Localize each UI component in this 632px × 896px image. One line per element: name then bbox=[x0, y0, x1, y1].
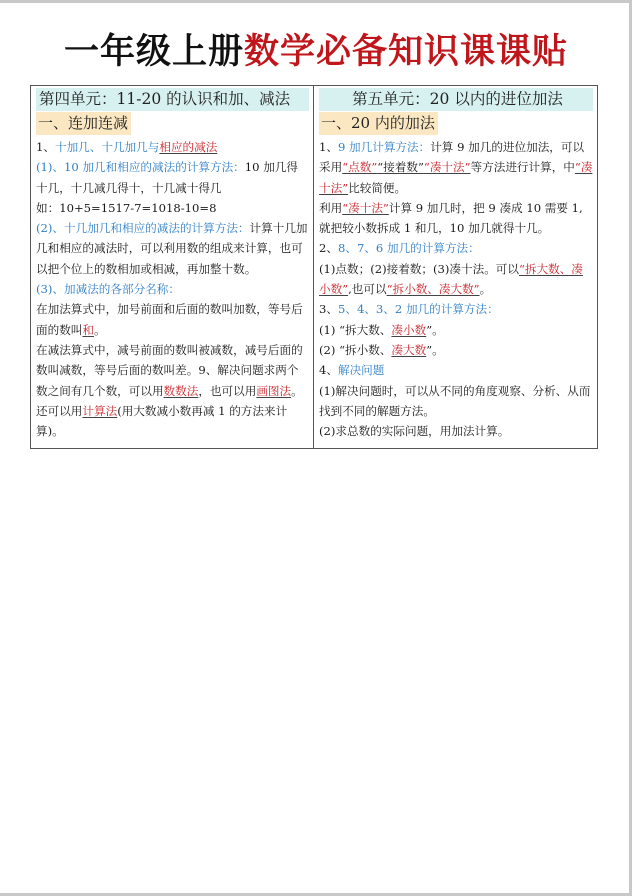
unit4-header: 第四单元：11-20 的认识和加、减法 bbox=[36, 88, 309, 111]
highlight-term: 凑小数 bbox=[391, 322, 427, 337]
unit5-item1: 1、9 加几计算方法：计算 9 加几的进位加法，可以采用“点数”“接着数”“凑十法”等方法进行计算，中“凑十法”比较简便。 bbox=[319, 140, 593, 195]
title-black-part: 一年级上册 bbox=[63, 31, 244, 72]
unit5-body bbox=[319, 137, 593, 441]
highlight-term: “拆小数、凑大数” bbox=[386, 282, 480, 297]
highlight-term: “拆大数、凑小数” bbox=[319, 261, 583, 297]
unit4-column bbox=[31, 86, 314, 448]
page-border-top bbox=[0, 0, 632, 3]
highlight-term: 凑大数 bbox=[391, 342, 427, 357]
highlight-term: “点数” bbox=[342, 160, 378, 175]
unit5-item4-1: (1)解决问题时，可以从不同的角度观察、分析、从而找到不同的解题方法。 bbox=[319, 383, 591, 418]
unit5-section1-header: 一、20 内的加法 bbox=[319, 112, 438, 135]
unit4-sub-names: 在减法算式中，减号前面的数叫被减数，减号后面的数叫减数，等号后面的数叫差。9、解决问题求两个数之间有几个数，可以用数数法，也可以用画图法。还可以用计算法(用大数减小数再减 1 的方法来计算)。 bbox=[36, 342, 303, 439]
unit5-item3-2: (2) “拆小数、凑大数”。 bbox=[319, 342, 444, 357]
unit5-item2: 2、8、7、6 加几的计算方法： bbox=[319, 241, 480, 256]
unit4-example: 如：10+5=1517-7=1018-10=8 bbox=[36, 200, 217, 215]
unit4-item1-2: (2)、十几加几和相应的减法的计算方法：计算十几加几和相应的减法时，可以利用数的组成来计算，也可以把个位上的数相加或相减，再加整十数。 bbox=[36, 221, 308, 276]
unit5-column bbox=[314, 86, 597, 448]
unit5-item2-text: (1)点数；(2)接着数；(3)凑十法。可以“拆大数、凑小数”,也可以“拆小数、凑大数”。 bbox=[319, 261, 583, 297]
knowledge-table bbox=[30, 85, 598, 449]
highlight-term: “凑十法” bbox=[319, 160, 593, 195]
highlight-term: 计算法 bbox=[82, 403, 118, 418]
unit4-item1-1: (1)、10 加几和相应的减法的计算方法：10 加几得十几，十几减几得十，十几减十得几 bbox=[36, 160, 299, 195]
unit5-item1-b: 利用“凑十法”计算 9 加几时，把 9 凑成 10 需要 1,就把较小数拆成 1 和几，10 加几就得十几。 bbox=[319, 200, 583, 236]
unit4-section1-header: 一、连加连减 bbox=[36, 112, 131, 135]
highlight-term: 相应的减法 bbox=[159, 140, 218, 154]
unit4-add-names: 在加法算式中，加号前面和后面的数叫加数，等号后面的数叫和。 bbox=[36, 302, 303, 337]
unit4-item1: 1、十加几、十几加几与相应的减法 bbox=[36, 140, 218, 154]
unit5-item3-1: (1) “拆大数、凑小数”。 bbox=[319, 322, 444, 337]
highlight-term: 和 bbox=[82, 322, 94, 337]
unit5-item3: 3、5、4、3、2 加几的计算方法： bbox=[319, 302, 499, 317]
unit5-item4-2: (2)求总数的实际问题，用加法计算。 bbox=[319, 424, 510, 439]
unit4-item1-3: (3)、加减法的各部分名称： bbox=[36, 282, 180, 297]
highlight-term: “凑十法” bbox=[342, 200, 389, 215]
highlight-term: 画图法 bbox=[256, 383, 292, 398]
unit5-item4: 4、解决问题 bbox=[319, 363, 385, 378]
unit5-header: 第五单元：20 以内的进位加法 bbox=[319, 88, 593, 111]
page-title bbox=[0, 30, 632, 74]
unit4-body bbox=[36, 137, 309, 441]
highlight-term: 数数法 bbox=[163, 383, 199, 398]
title-red-part: 数学必备知识课课贴 bbox=[244, 31, 569, 72]
highlight-term: “凑十法” bbox=[423, 160, 471, 175]
